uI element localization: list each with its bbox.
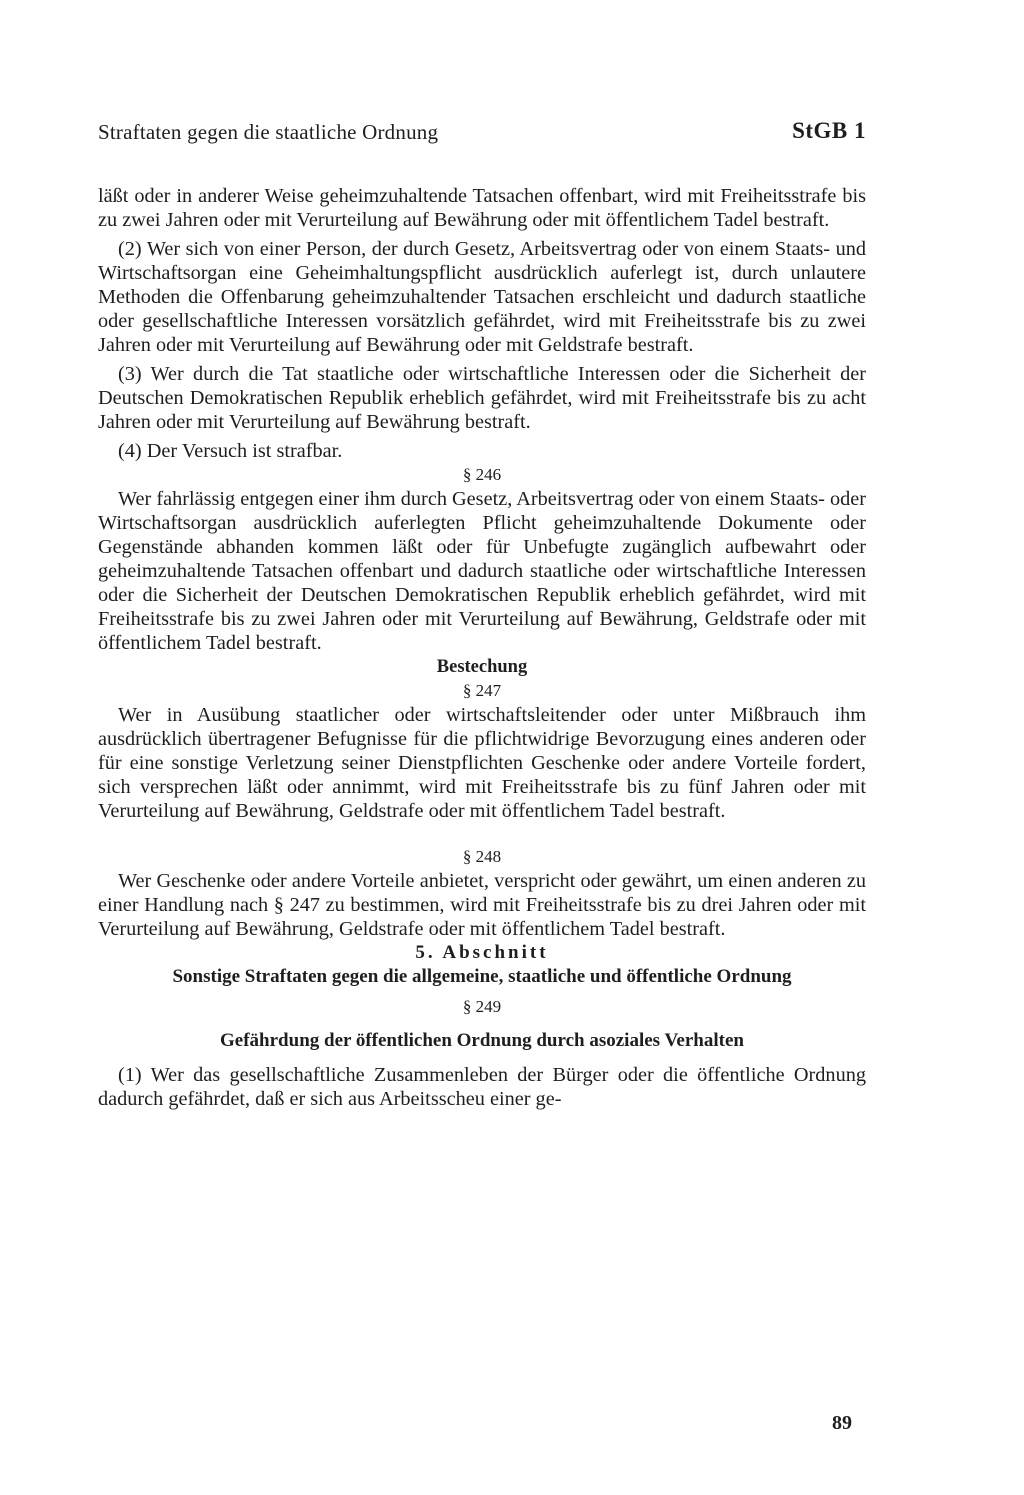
paragraph-245-2: (2) Wer sich von einer Person, der durch Gesetz, Arbeitsvertrag oder von einem Staats- und Wirtschaftsorgan eine Geheimhaltungspflicht ausdrücklich auferlegt ist, durch unlautere Methoden die Offenbarung geheimzuhaltender Tatsachen erschleicht und dadurch staatliche oder gesellschaftliche Interessen vorsätzlich gefährdet, wird mit Freiheitsstrafe bis zu zwei Jahren oder mit Verurteilung auf Bewährung oder mit Geldstrafe bestraft. bbox=[98, 238, 866, 356]
running-title: Straftaten gegen die staatliche Ordnung bbox=[98, 120, 439, 144]
section-249-heading: § 249 bbox=[462, 997, 502, 1016]
paragraph-247: Wer in Ausübung staatlicher oder wirtschaftsleitender oder unter Mißbrauch ihm ausdrücklich übertragener Befugnisse für die pflichtwidrige Bevorzugung eines anderen oder für eine sonstige Verletzung seiner Dienstpflichten Geschenke oder andere Vorteile fordert, sich versprechen läßt oder annimmt, wird mit Freiheitsstrafe bis zu fünf Jahren oder mit Verurteilung auf Bewährung, Geldstrafe oder mit öffentlichem Tadel bestraft. bbox=[98, 704, 866, 822]
section-247-heading: § 247 bbox=[462, 681, 502, 700]
heading-bestechung: Bestechung bbox=[436, 657, 528, 677]
page-header bbox=[98, 120, 866, 156]
paragraph-245-4: (4) Der Versuch ist strafbar. bbox=[118, 440, 343, 462]
section-248-heading: § 248 bbox=[462, 847, 502, 866]
page-body bbox=[98, 184, 866, 1111]
paragraph-246: Wer fahrlässig entgegen einer ihm durch Gesetz, Arbeitsvertrag oder von einem Staats- oder Wirtschaftsorgan ausdrücklich auferlegten Pflicht geheimzuhaltende Dokumente oder Gegenstände abhanden kommen läßt oder für Unbefugte zugänglich aufbewahrt oder geheimzuhaltende Tatsachen offenbart und dadurch staatliche oder wirtschaftliche Interessen oder die Sicherheit der Deutschen Demokratischen Republik erheblich gefährdet, wird mit Freiheitsstrafe bis zu zwei Jahren oder mit Verurteilung auf Bewährung, Geldstrafe oder mit öffentlichem Tadel bestraft. bbox=[98, 488, 866, 654]
paragraph-248: Wer Geschenke oder andere Vorteile anbietet, verspricht oder gewährt, um einen anderen zu einer Handlung nach § 247 zu bestimmen, wird mit Freiheitsstrafe bis zu drei Jahren oder mit Verurteilung auf Bewährung, Geldstrafe oder mit öffentlichem Tadel bestraft. bbox=[98, 870, 866, 940]
paragraph-245-3: (3) Wer durch die Tat staatliche oder wirtschaftliche Interessen oder die Sicherheit der Deutschen Demokratischen Republik erheblich gefährdet, wird mit Freiheitsstrafe bis zu acht Jahren oder mit Verurteilung auf Bewährung bestraft. bbox=[98, 363, 866, 433]
heading-249: Gefährdung der öffentlichen Ordnung durch asoziales Verhalten bbox=[220, 1030, 744, 1051]
paragraph-249-1: (1) Wer das gesellschaftliche Zusammenleben der Bürger oder die öffentliche Ordnung dadurch gefährdet, daß er sich aus Arbeitsscheu einer ge- bbox=[98, 1064, 866, 1110]
paragraph-continuation: läßt oder in anderer Weise geheimzuhaltende Tatsachen offenbart, wird mit Freiheitsstrafe bis zu zwei Jahren oder mit Verurteilung auf Bewährung oder mit öffentlichem Tadel bestraft. bbox=[98, 185, 866, 231]
code-label: StGB 1 bbox=[792, 118, 866, 143]
abschnitt-heading: 5. Abschnitt bbox=[415, 942, 549, 963]
section-246-heading: § 246 bbox=[462, 465, 502, 484]
abschnitt-title: Sonstige Straftaten gegen die allgemeine, staatliche und öffentliche Ordnung bbox=[172, 966, 792, 987]
page-number: 89 bbox=[832, 1412, 852, 1434]
